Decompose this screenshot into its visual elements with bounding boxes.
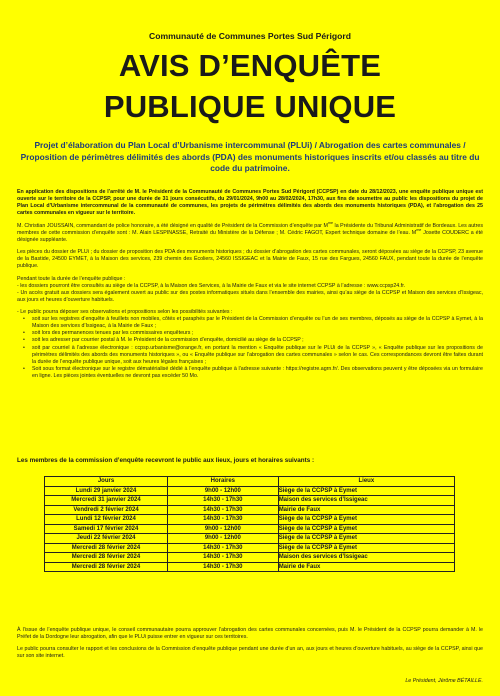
documents-paragraph: Les pièces du dossier de PLUi ; du dossier de proposition des PDA des monuments historiques ; du dossier d’abrogation des cartes communales, seront déposées au siège de la CCPSP, 23 avenue de la Bastide, 24500 EYMET, à la Maison des services, 239 chemin des Écoliers, 24560 ISSIGEAC et la Mairie de Faux, 15 rue des Fargues, 24560 FAUX, pendant toute la durée de l’enquête publique. <box>17 249 483 270</box>
notice-footer <box>17 627 483 666</box>
observations-list <box>17 316 483 380</box>
commission-paragraph: M. Christian JOUSSAIN, commandant de police honoraire, a été désigné en qualité de Président de la Commission d’enquête par $M^{me}$ la Présidente du Tribunal Administratif de Bordeaux. Les autres membres de cette commission d’enquête sont : M. Alain LESPINASSE, Retraité du Ministère de la Défense ; M. Cédric FAGOT, Expert technique domaine de l’eau. $M^{me}$ Josette COUDERC a été désignée suppléante. <box>17 220 483 243</box>
column-header-lieux: Lieux <box>278 477 454 487</box>
table-row: Mercredi 31 janvier 2024 14h30 - 17h30 Maison des services d’Issigeac <box>45 496 455 506</box>
list-item: • Soit sous format électronique sur le registre dématérialisé dédié à l’enquête publique à l’adresse suivante : https://registre.agrn.fr/. Des observations peuvent y être déposées via un formulaire en ligne. Les pièces jointes éventuelles ne devront pas excéder 50 Mo. <box>32 366 483 380</box>
table-row: Mercredi 28 février 2024 14h30 - 17h30 Mairie de Faux <box>45 562 455 572</box>
list-item: • soit les adresser par courrier postal à M. le Président de la commission d’enquête, domicilié au siège de la CCPSP ; <box>32 337 483 344</box>
consultation-paragraph: Pendant toute la durée de l’enquête publique : - les dossiers pourront être consultés au siège de la CCPSP, à la Maison des Services, à la Mairie de Faux et via le site internet CCPSP à l’adresse : www.ccpsp24.fr. - Un accès gratuit aux dossiers sera également ouvert au public sur des postes informatiques situés dans l’ensemble des mairies, ainsi qu’au siège de la CCPSP et Maison des services d’Issigeac, aux jours et heures d’ouverture habituels. <box>17 275 483 303</box>
list-item: • soit par courriel à l’adresse électronique : ccpsp.urbanisme@orange.fr, en portant la mention « Enquête publique sur le PLUi de la CCPSP », « Enquête publique sur les propositions de périmètres délimités des abords des monuments historiques », ou « Enquête publique sur l’abrogation des cartes communales » selon le cas. Ces correspondances devront être faites durant la durée de l’enquête publique unique, soit aux heures légales françaises ; <box>32 345 483 366</box>
notice-title-line1: AVIS D’ENQUÊTE <box>118 48 382 83</box>
notice-title-line2: PUBLIQUE UNIQUE <box>103 89 397 124</box>
notice-subtitle: Projet d’élaboration du Plan Local d’Urbanisme intercommunal (PLUi) / Abrogation des cartes communales / Proposition de périmètres délimités des abords (PDA) des monuments historiques inscrits et/ou classés au titre du code du patrimoine. <box>20 140 480 173</box>
table-row: Mercredi 28 février 2024 14h30 - 17h30 Maison des services d’Issigeac <box>45 553 455 563</box>
table-header-row <box>45 477 455 487</box>
table-row: Samedi 17 février 2024 9h00 - 12h00 Siège de la CCPSP à Eymet <box>45 524 455 534</box>
schedule-heading: Les membres de la commission d’enquête recevront le public aux lieux, jours et horaires suivants : <box>17 457 315 464</box>
table-row: Vendredi 2 février 2024 14h30 - 17h30 Mairie de Faux <box>45 505 455 515</box>
schedule-table <box>44 476 455 572</box>
table-row: Jeudi 22 février 2024 9h00 - 12h00 Siège de la CCPSP à Eymet <box>45 534 455 544</box>
column-header-horaires: Horaires <box>168 477 279 487</box>
column-header-jours: Jours <box>45 477 168 487</box>
table-row: Lundi 29 janvier 2024 9h00 - 12h00 Siège de la CCPSP à Eymet <box>45 486 455 496</box>
table-row: Mercredi 28 février 2024 14h30 - 17h30 Siège de la CCPSP à Eymet <box>45 543 455 553</box>
report-paragraph: Le public pourra consulter le rapport et les conclusions de la Commission d’enquête publique pendant une durée d’un an, aux jours et heures d’ouverture habituels, au siège de la CCPSP, ainsi que sur son site internet. <box>17 646 483 660</box>
table-row: Lundi 12 février 2024 14h30 - 17h30 Siège de la CCPSP à Eymet <box>45 515 455 525</box>
signature: Le Président, Jérôme BÉTAILLE. <box>405 678 483 684</box>
intro-paragraph: En application des dispositions de l’arrêté de M. le Président de la Communauté de Communes Portes Sud Périgord (CCPSP) en date du 28/12/2023, une enquête publique unique est ouverte sur le territoire de la CCPSP, pour une durée de 31 jours consécutifs, du 29/01/2024, 9h00 au 28/02/2024, 17h30, aux fins de soumettre au public les dispositions du projet de Plan Local d’Urbanisme intercommunal de la communauté de communes, les projets de périmètres délimités des abords des monuments historiques (PDA), et l’abrogation des 25 cartes communales en vigueur sur le territoire. <box>17 189 483 217</box>
observations-section: - Le public pourra déposer ses observations et propositions selon les possibilités suivantes : • soit sur les registres d’enquête à feuillets non mobiles, côtés et paraphés par le Président de la Commission d’enquête ou l’un de ses membres, déposés au siège de la CCPSP à Eymet, à la Maison des services d’Issigeac, à la Mairie de Faux ; • soit lors des permanences tenues par les commissaires enquêteurs ; • soit les adresser par courrier postal à M. le Président de la commission d’enquête, domicilié au siège de la CCPSP ; • soit par courriel à l’adresse électronique : ccpsp.urbanisme@orange.fr, en portant la mention « Enquête publique sur le PLUi de la CCPSP », « Enquête publique sur les propositions de périmètres délimités des abords des monuments historiques », ou « Enquête publique sur l’abrogation des cartes communales » selon le cas. Ces correspondances devront être faites durant la durée de l’enquête publique unique, soit aux heures légales françaises ; • Soit sous format électronique sur le registre dématérialisé dédié à l’enquête publique à l’adresse suivante : https://registre.agrn.fr/. Des observations peuvent y être déposées via un formulaire en ligne. Les pièces jointes éventuelles ne devront pas excéder 50 Mo. <box>17 309 483 380</box>
list-item: • soit sur les registres d’enquête à feuillets non mobiles, côtés et paraphés par le Président de la Commission d’enquête ou l’un de ses membres, déposés au siège de la CCPSP à Eymet, à la Maison des services d’Issigeac, à la Mairie de Faux ; <box>32 316 483 330</box>
approval-paragraph: À l’issue de l’enquête publique unique, le conseil communautaire pourra approuver l’abrogation des cartes communales concernées, puis M. le Président de la CCPSP pourra demander à M. le Préfet de la Dordogne leur abrogation, afin que le PLUi puisse entrer en vigueur sur ces territoires. <box>17 627 483 641</box>
notice-body <box>17 189 483 380</box>
list-item: • soit lors des permanences tenues par les commissaires enquêteurs ; <box>32 330 483 337</box>
organization-name: Communauté de Communes Portes Sud Périgord <box>149 31 351 41</box>
